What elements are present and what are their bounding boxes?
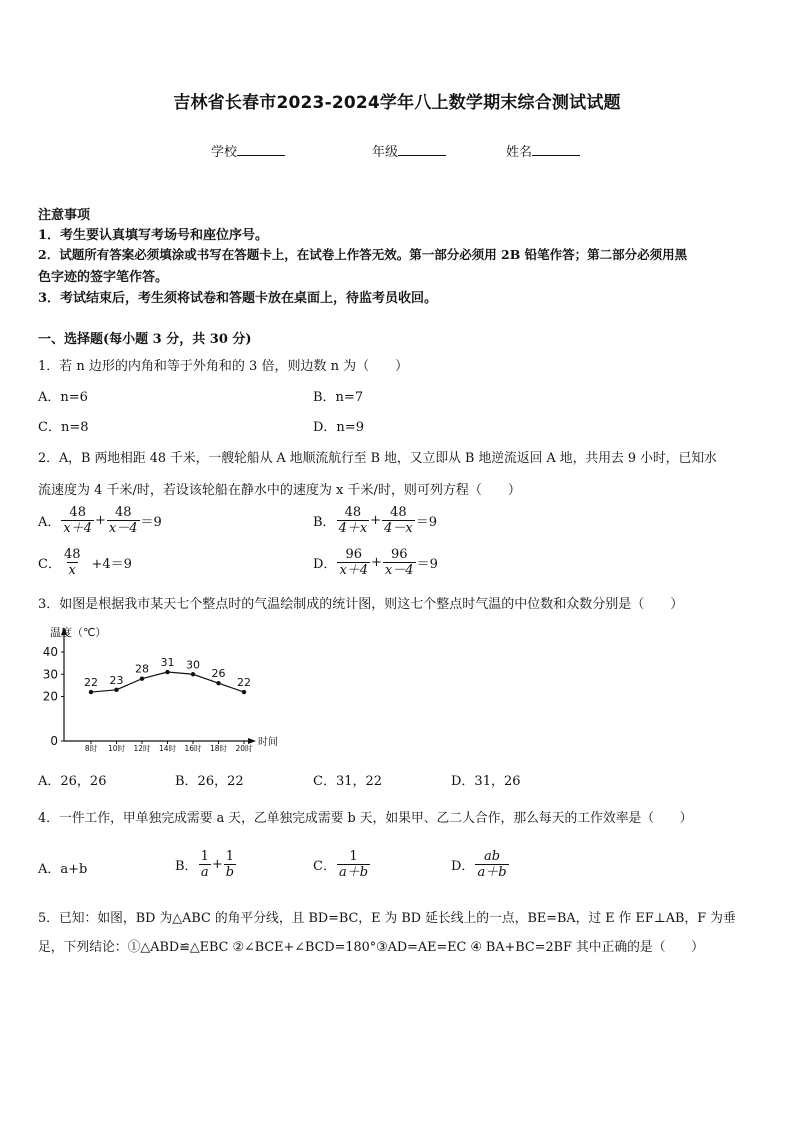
plus-sign: + <box>370 513 382 528</box>
plus-sign: + <box>211 857 223 872</box>
q2-option-c[interactable] <box>38 547 132 578</box>
q4-stem: 4．一件工作，甲单独完成需要 a 天，乙单独完成需要 b 天，如果甲、乙二人合作，那么每天的工作效率是（ ） <box>38 811 693 826</box>
q1-option-c[interactable]: C．n=8 <box>38 420 89 435</box>
equals-part: ＝9 <box>416 557 438 572</box>
q2-stem-line1: 2．A，B 两地相距 48 千米，一艘轮船从 A 地顺流航行至 B 地，又立即从 B 地逆流返回 A 地，共用去 9 小时，已知水 <box>38 451 717 466</box>
q3-option-b[interactable]: B．26，22 <box>175 774 244 789</box>
denominator: x <box>68 563 76 578</box>
plus-sign: + <box>95 513 106 528</box>
q2-d-frac2 <box>383 547 416 578</box>
equals-part: ＝9 <box>140 515 162 530</box>
numerator: 48 <box>114 505 132 520</box>
q3-option-c[interactable]: C．31，22 <box>313 774 383 789</box>
q4-d-label: D． <box>451 859 475 874</box>
y-tick-label: 20 <box>42 689 58 704</box>
q1-option-a[interactable]: A．n=6 <box>38 390 88 405</box>
numerator: 1 <box>225 849 235 864</box>
x-tick-label: 12时 <box>133 744 151 753</box>
q4-b-frac1 <box>199 849 211 880</box>
q2-a-frac2 <box>107 505 140 536</box>
x-tick-label: 8时 <box>84 744 98 753</box>
note-2-line1: 2．试题所有答案必须填涂或书写在答题卡上，在试卷上作答无效。第一部分必须用 2B 铅笔作答；第二部分必须用黑 <box>38 247 688 262</box>
x-tick-label: 10时 <box>107 744 126 753</box>
name-field[interactable] <box>506 141 580 160</box>
q2-c-frac1 <box>62 547 83 578</box>
name-blank[interactable] <box>532 143 580 156</box>
q2-b-frac2 <box>382 505 415 536</box>
denominator: x－4 <box>108 521 138 536</box>
q2-stem-line2: 流速度为 4 千米/时，若设该轮船在静水中的速度为 x 千米/时，则可列方程（ ） <box>38 483 521 498</box>
q4-c-label: C． <box>313 859 336 874</box>
data-label: 31 <box>160 656 175 670</box>
denominator: 4－x <box>384 521 413 536</box>
grade-label: 年级 <box>372 145 399 160</box>
q2-option-b[interactable] <box>313 505 437 536</box>
q2-b-label: B． <box>313 515 336 530</box>
q4-option-a[interactable]: A．a+b <box>38 862 88 877</box>
school-field[interactable] <box>211 141 285 160</box>
y-tick-label: 0 <box>50 734 58 748</box>
q3-option-d[interactable]: D．31，26 <box>451 774 521 789</box>
denominator: x＋4 <box>339 563 369 578</box>
x-tick-label: 18时 <box>209 744 228 753</box>
q2-b-frac1 <box>337 505 370 536</box>
x-tick-label: 20时 <box>235 744 253 753</box>
y-tick-label: 40 <box>42 645 58 659</box>
numerator: 1 <box>200 849 209 864</box>
data-label: 28 <box>135 662 149 676</box>
denominator: a＋b <box>477 865 507 880</box>
note-2-line2: 色字迹的签字笔作答。 <box>38 270 169 285</box>
denominator: x－4 <box>384 563 414 578</box>
data-point <box>140 677 144 681</box>
plus-sign: + <box>371 555 382 570</box>
x-tick-label: 16时 <box>184 744 202 753</box>
q1-option-d[interactable]: D．n=9 <box>313 420 364 435</box>
denominator: a <box>200 865 209 880</box>
school-blank[interactable] <box>237 143 285 156</box>
data-point <box>242 690 246 694</box>
q4-b-frac2 <box>224 849 236 880</box>
grade-blank[interactable] <box>398 143 446 156</box>
data-point <box>165 670 169 674</box>
q2-d-frac1 <box>337 547 370 578</box>
q4-d-frac <box>475 849 508 880</box>
note-1: 1．考生要认真填写考场号和座位序号。 <box>38 228 269 243</box>
x-tick-label: 14时 <box>158 744 177 753</box>
equals-part: ＝9 <box>415 515 437 530</box>
notes-heading: 注意事项 <box>38 208 91 223</box>
y-tick-label: 30 <box>42 667 58 682</box>
y-axis-label: 温度（℃） <box>50 626 107 639</box>
q4-option-c[interactable] <box>313 849 371 880</box>
temperature-line-chart <box>38 620 298 755</box>
numerator: 1 <box>349 849 358 864</box>
numerator: ab <box>483 849 501 864</box>
school-label: 学校 <box>211 145 238 160</box>
data-label: 26 <box>211 667 226 681</box>
data-point <box>89 690 93 694</box>
data-label: 30 <box>186 658 200 672</box>
q4-b-label: B． <box>175 859 198 874</box>
q2-option-d[interactable] <box>313 547 438 578</box>
q3-option-a[interactable]: A．26，26 <box>38 774 107 789</box>
data-point <box>114 688 118 692</box>
q4-option-d[interactable] <box>451 849 510 880</box>
numerator: 48 <box>69 505 86 520</box>
page-title: 吉林省长春市2023-2024学年八上数学期末综合测试试题 <box>173 93 621 113</box>
numerator: 48 <box>63 547 81 562</box>
denominator: 4＋x <box>338 521 368 536</box>
q2-d-label: D． <box>313 557 337 572</box>
note-3: 3．考试结束后，考生须将试卷和答题卡放在桌面上，待监考员收回。 <box>38 291 438 306</box>
q2-option-a[interactable] <box>38 505 162 536</box>
data-point <box>191 672 195 676</box>
equals-part: +4＝9 <box>91 557 132 572</box>
numerator: 96 <box>390 547 408 562</box>
q2-a-label: A． <box>38 515 61 530</box>
q4-c-frac <box>337 849 370 880</box>
grade-field[interactable] <box>372 141 446 160</box>
numerator: 96 <box>345 547 363 562</box>
data-label: 22 <box>237 676 251 690</box>
denominator: a＋b <box>338 865 369 880</box>
denominator: b <box>225 865 235 880</box>
x-axis-label: 时间 <box>258 737 278 748</box>
data-label: 22 <box>84 676 98 690</box>
q5-stem-line2: 足，下列结论：①△ABD≌△EBC ②∠BCE+∠BCD=180°③AD=AE=EC ④ BA+BC=2BF 其中正确的是（ ） <box>38 940 704 955</box>
q2-a-frac1 <box>61 505 94 536</box>
numerator: 48 <box>344 505 362 520</box>
data-point <box>216 681 220 685</box>
q3-stem: 3．如图是根据我市某天七个整点时的气温绘制成的统计图，则这七个整点时气温的中位数和众数分别是（ ） <box>38 597 684 612</box>
numerator: 48 <box>390 505 407 520</box>
data-label: 23 <box>109 673 124 687</box>
section-heading: 一、选择题(每小题 3 分，共 30 分) <box>38 332 252 347</box>
q2-c-label: C． <box>38 557 61 572</box>
q1-stem: 1．若 n 边形的内角和等于外角和的 3 倍，则边数 n 为（ ） <box>38 359 409 374</box>
q1-option-b[interactable]: B．n=7 <box>313 390 364 405</box>
q5-stem-line1: 5．已知：如图，BD 为△ABC 的角平分线，且 BD=BC，E 为 BD 延长线上的一点，BE=BA，过 E 作 EF⊥AB，F 为垂 <box>38 911 736 926</box>
q4-option-b[interactable] <box>175 849 237 880</box>
name-label: 姓名 <box>506 145 533 160</box>
denominator: x＋4 <box>63 521 92 536</box>
